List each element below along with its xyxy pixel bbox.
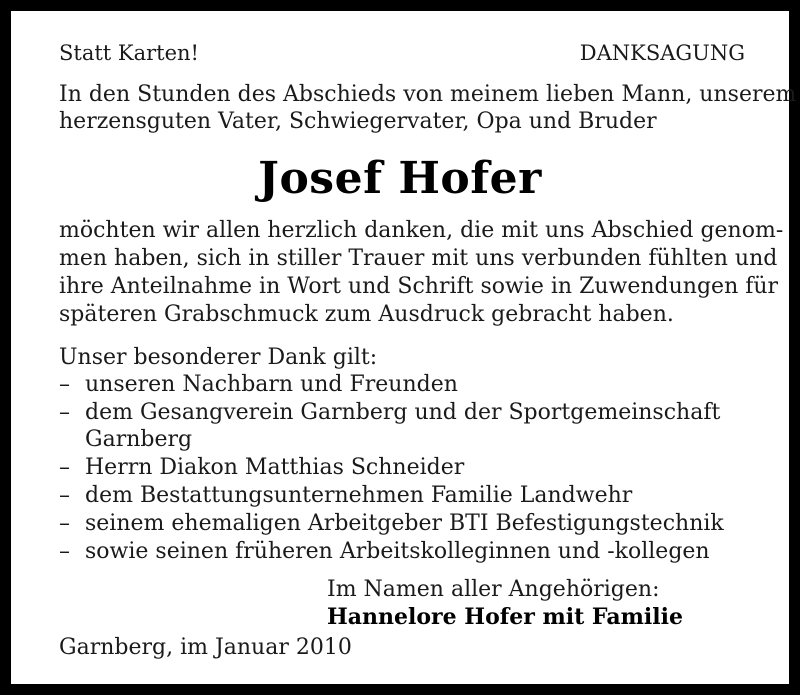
body-line: ihre Anteilnahme in Wort und Schrift sowie in Zuwendungen für	[59, 274, 779, 299]
deceased-name: Josef Hofer	[258, 153, 542, 204]
header-right: DANKSAGUNG	[579, 41, 745, 65]
list-bullet: –	[59, 539, 70, 564]
intro-line: herzensguten Vater, Schwiegervater, Opa und Bruder	[59, 109, 657, 134]
list-bullet: –	[59, 483, 70, 508]
list-bullet: –	[59, 372, 70, 397]
list-item: seinem ehemaligen Arbeitgeber BTI Befestigungstechnik	[85, 511, 724, 536]
list-item: unseren Nachbarn und Freunden	[85, 372, 458, 397]
list-bullet: –	[59, 400, 70, 425]
list-item: dem Gesangverein Garnberg und der Sportgemeinschaft	[85, 400, 721, 425]
intro-line: In den Stunden des Abschieds von meinem lieben Mann, unserem	[59, 82, 797, 107]
list-item: Herrn Diakon Matthias Schneider	[85, 455, 465, 480]
body-line: späteren Grabschmuck zum Ausdruck gebracht haben.	[59, 302, 674, 327]
list-item: dem Bestattungsunternehmen Familie Landwehr	[85, 483, 633, 508]
list-item-continuation: Garnberg	[85, 427, 193, 452]
body-line: möchten wir allen herzlich danken, die mit uns Abschied genom-	[59, 218, 784, 243]
place-date: Garnberg, im Januar 2010	[59, 635, 352, 660]
list-bullet: –	[59, 455, 70, 480]
body-line: men haben, sich in stiller Trauer mit uns verbunden fühlten und	[59, 246, 778, 271]
list-item: sowie seinen früheren Arbeitskolleginnen und -kollegen	[85, 539, 710, 564]
signature-on-behalf: Im Namen aller Angehörigen:	[327, 577, 660, 602]
list-bullet: –	[59, 511, 70, 536]
header-left: Statt Karten!	[59, 41, 199, 65]
thanks-heading: Unser besonderer Dank gilt:	[59, 345, 378, 370]
signature-names: Hannelore Hofer mit Familie	[327, 604, 683, 630]
